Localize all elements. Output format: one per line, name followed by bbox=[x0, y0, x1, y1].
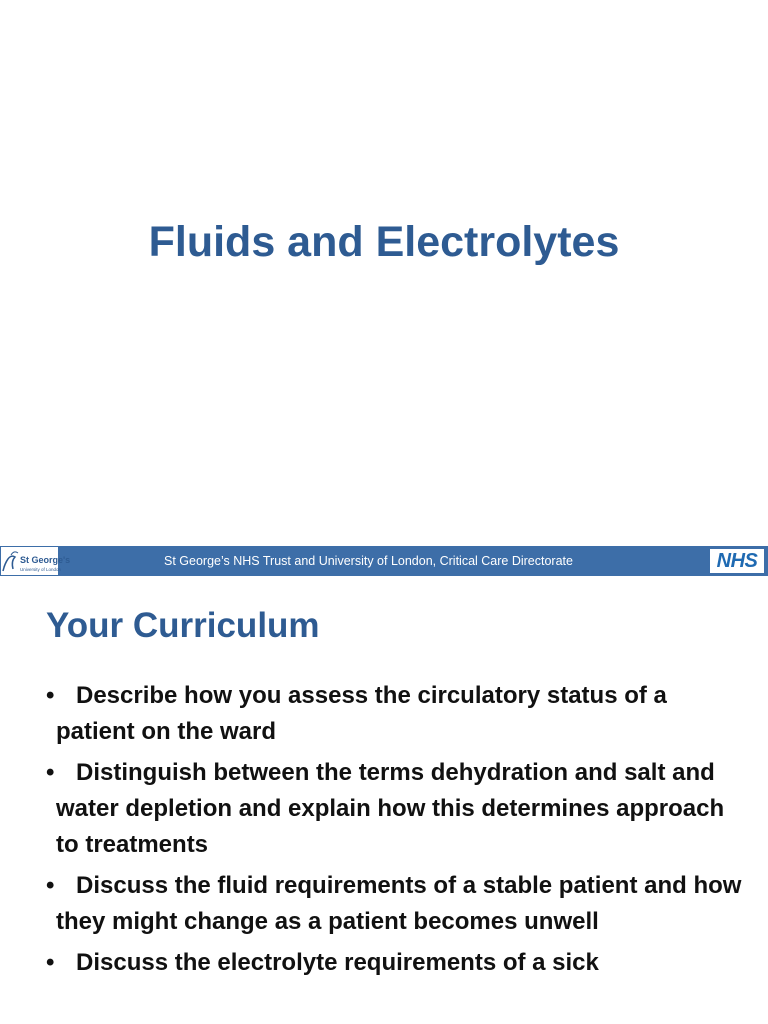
bullet-glyph: • bbox=[46, 872, 55, 899]
list-item bbox=[46, 868, 746, 940]
st-georges-logo bbox=[1, 547, 71, 575]
list-item-text: Describe how you assess the circulatory status of a patient on the ward bbox=[56, 682, 667, 745]
list-item-text: Discuss the fluid requirements of a stable patient and how they might change as a patient becomes unwell bbox=[56, 872, 742, 935]
nhs-logo bbox=[710, 549, 764, 573]
logo-subtext: University of London bbox=[20, 567, 62, 572]
curriculum-list bbox=[46, 678, 746, 986]
slide-title: Fluids and Electrolytes bbox=[148, 218, 620, 266]
logo-text: St George's bbox=[20, 555, 71, 565]
list-item bbox=[46, 945, 746, 981]
bullet-glyph: • bbox=[46, 949, 55, 976]
list-item-text: Distinguish between the terms dehydration and salt and water depletion and explain how this determines approach to treatments bbox=[56, 759, 725, 858]
footer-caption: St George’s NHS Trust and University of London, Critical Care Directorate bbox=[164, 554, 573, 568]
list-item bbox=[46, 755, 746, 863]
bullet-glyph: • bbox=[46, 759, 55, 786]
curriculum-heading: Your Curriculum bbox=[46, 606, 320, 645]
list-item bbox=[46, 678, 746, 750]
list-item-text: Discuss the electrolyte requirements of a sick bbox=[76, 949, 599, 976]
st-georges-logo-graphic bbox=[1, 547, 71, 575]
nhs-label: NHS bbox=[716, 550, 758, 572]
footer-bar bbox=[0, 546, 768, 576]
bullet-glyph: • bbox=[46, 682, 55, 709]
